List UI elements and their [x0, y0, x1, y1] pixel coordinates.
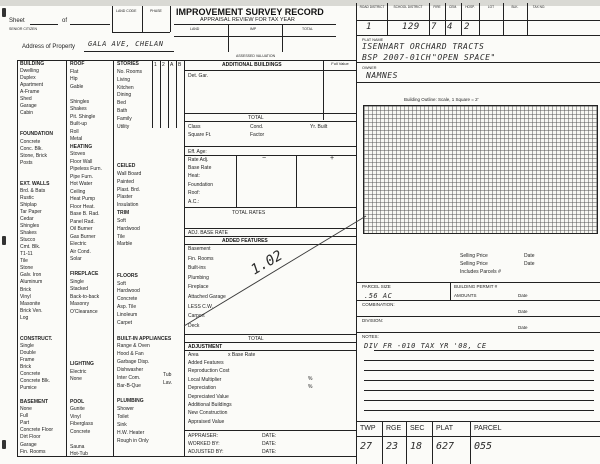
building-column: [20, 61, 66, 456]
notes-label: NOTES:: [362, 334, 379, 339]
phase-label: PHASE: [150, 9, 162, 13]
lav-label: Lav.: [163, 380, 173, 386]
roof-item: Electric: [70, 241, 87, 247]
building-item: Fin. Rooms: [20, 448, 46, 455]
bottom-id-header: PARCEL: [474, 425, 502, 432]
story-grid-header: 1: [154, 62, 157, 68]
tax-id-value: 7: [431, 22, 437, 32]
adjustment-label: ADJUSTMENT: [188, 344, 223, 350]
stories-item: Kitchen: [117, 84, 134, 91]
stories-item: Carpet: [117, 319, 133, 326]
stories-item: Shower: [117, 406, 134, 413]
stories-item: Concrete: [117, 296, 138, 303]
roof-item: LIGHTING: [70, 361, 94, 367]
roof-item: Pipeless Furn.: [70, 166, 102, 172]
stories-item: Hardwood: [117, 288, 140, 295]
roof-item: Pit. Shingle: [70, 113, 96, 120]
features-item: LESS C.W.: [188, 303, 214, 310]
features-item: Plumbing: [188, 274, 209, 281]
stories-item: Marble: [117, 241, 133, 248]
stories-item: Range & Oven: [117, 343, 150, 350]
building-item: A-Frame: [20, 89, 40, 96]
appraiser-label: APPRAISER:: [188, 433, 219, 439]
plat-name-label: PLAT NAME: [362, 38, 384, 42]
adjust-item: Depreciation: [188, 385, 217, 392]
building-item: Single: [20, 342, 34, 349]
open-space-value: "OPEN SPACE": [432, 53, 496, 62]
building-item: Shakes: [20, 230, 37, 237]
stories-item: PLUMBING: [117, 398, 144, 405]
roof-item: Solar: [70, 256, 82, 262]
features-item: Deck: [188, 322, 200, 329]
parcel-size-value: .56 AC: [364, 292, 393, 300]
senior-citizen-label: SENIOR CITIZEN: [9, 27, 38, 31]
roof-column: [70, 61, 113, 459]
roof-item: [70, 354, 113, 362]
building-item: Tile: [20, 258, 28, 265]
building-item: Brick: [20, 286, 32, 293]
roof-item: Built-up: [70, 121, 87, 127]
building-item: FOUNDATION: [20, 131, 53, 138]
stories-item: [117, 139, 184, 147]
roof-item: Gunite: [70, 406, 85, 412]
roof-item: Floor Heat.: [70, 203, 95, 210]
form-title: IMPROVEMENT SURVEY RECORD: [176, 7, 324, 17]
building-item: Concrete: [20, 371, 41, 378]
stories-item: Rough in Only: [117, 437, 149, 444]
building-item: Part: [20, 420, 30, 427]
combination-date-label: Date: [518, 309, 528, 314]
assessed-valuation-label: ASSESSED VALUATION: [236, 54, 276, 58]
tax-id-header: CEM.: [449, 5, 457, 9]
roof-item: Gas Burner: [70, 233, 96, 240]
stories-item: [117, 265, 184, 273]
roof-item: Metal: [70, 136, 83, 142]
roof-item: [70, 331, 113, 339]
building-item: Brick: [20, 364, 32, 371]
depreciation-percent: %: [308, 384, 313, 390]
building-item: None: [20, 406, 32, 413]
imp-value-label: IMP: [250, 27, 257, 31]
tax-id-value: 1: [366, 22, 372, 32]
selling-date-label: Date: [524, 253, 535, 259]
roof-item: [70, 91, 113, 99]
building-item: Concrete Floor: [20, 427, 54, 434]
tub-label: Tub: [163, 372, 172, 378]
bottom-id-value: 055: [474, 441, 493, 452]
binder-hole: [2, 440, 6, 449]
adjust-item: Reproduction Cost: [188, 368, 230, 375]
roof-item: Electric: [70, 368, 87, 375]
stories-item: Dining: [117, 92, 132, 99]
roof-item: Air Cond.: [70, 248, 91, 255]
rates-item: Roof:: [188, 190, 200, 197]
stories-item: Inter Com.: [117, 374, 141, 381]
roof-item: [70, 346, 113, 354]
roof-item: [70, 264, 113, 272]
owner-value: NAMNES: [366, 71, 398, 80]
roof-item: Vinyl: [70, 413, 81, 420]
building-item: Masonite: [20, 300, 41, 307]
amounts-date-label: Date: [518, 293, 528, 298]
stories-item: Bar-B-Que: [117, 382, 141, 389]
stories-item: Plaster: [117, 194, 133, 201]
tax-id-value: 2: [464, 22, 470, 32]
building-item: Stucco: [20, 237, 36, 244]
features-item: Attached Garage: [188, 293, 226, 300]
stories-item: Soft: [117, 280, 126, 287]
address-label: Address of Property: [22, 44, 76, 50]
roof-item: None: [70, 376, 82, 382]
stories-item: Tile: [117, 233, 125, 240]
additional-buildings-label: ADDITIONAL BUILDINGS: [222, 62, 282, 68]
building-item: BASEMENT: [20, 399, 49, 406]
land-value-label: LAND: [190, 27, 200, 31]
full-value-label: Full Value: [331, 61, 349, 66]
roof-item: HEATING: [70, 143, 93, 150]
roof-item: O'Clearance: [70, 308, 98, 315]
binder-hole: [2, 236, 6, 245]
land-code-label: LAND CODE: [116, 9, 137, 13]
adjust-item: Local Multiplier: [188, 376, 222, 383]
adj-base-rate-label: ADJ. BASE RATE: [188, 230, 228, 236]
square-ft-label: Square Ft.: [188, 132, 212, 138]
adjust-item: Additional Buildings: [188, 401, 232, 408]
stories-item: Bed: [117, 100, 126, 107]
building-item: Full: [20, 413, 29, 420]
roof-item: Roll: [70, 128, 79, 135]
roof-item: [70, 384, 113, 392]
building-item: Garage: [20, 103, 37, 110]
building-item: [20, 124, 66, 131]
appraisal-review-label: APPRAISAL REVIEW FOR TAX YEAR: [200, 17, 295, 23]
tax-id-value: 4: [447, 22, 453, 32]
building-item: Dwelling: [20, 68, 39, 75]
roof-item: Flat: [70, 68, 79, 75]
det-gar-label: Det. Gar.: [188, 73, 209, 79]
multiplier-percent: %: [308, 376, 313, 382]
stories-item: Hardwood: [117, 225, 140, 232]
additional-total-label: TOTAL: [248, 115, 264, 121]
building-item: Concrete: [20, 138, 41, 145]
stories-item: [117, 249, 184, 257]
cond-label: Cond.: [250, 124, 264, 130]
handwritten-slash: [180, 210, 370, 330]
bottom-id-value: 627: [436, 441, 455, 452]
bottom-id-value: 27: [360, 441, 373, 452]
outline-scale-label: Building Outline: Scale, 1 Square = 2': [404, 97, 479, 102]
stories-item: No. Rooms: [117, 68, 143, 75]
total-rates-label: TOTAL RATES: [232, 210, 266, 216]
roof-item: Hip: [70, 76, 78, 82]
building-item: Garage: [20, 441, 37, 448]
notes-value: DIV FR -010 TAX YR '08, CE: [364, 342, 487, 350]
building-item: Cmt. Blk.: [20, 244, 41, 251]
roof-item: POOL: [70, 398, 85, 405]
building-item: Aluminum: [20, 279, 43, 286]
features-total-label: TOTAL: [248, 336, 264, 342]
roof-item: Hot Water: [70, 181, 93, 187]
worked-date-label: DATE:: [262, 441, 277, 447]
stories-item: Utility: [117, 123, 130, 130]
stories-item: Family: [117, 115, 132, 122]
stories-item: [117, 132, 184, 140]
rates-column: [188, 164, 236, 206]
roof-item: Back-to-back: [70, 293, 100, 300]
eff-age-label: Eff. Age:: [188, 149, 207, 155]
roof-item: FIREPLACE: [70, 271, 99, 277]
features-item: Basement: [188, 246, 211, 252]
stories-item: Garbage Disp.: [117, 359, 150, 366]
adjust-item: Depreciated Value: [188, 393, 229, 400]
features-item: Built-ins: [188, 265, 206, 272]
worked-by-label: WORKED BY:: [188, 441, 220, 447]
stories-item: [117, 147, 184, 155]
building-item: Shed: [20, 96, 32, 103]
building-item: [20, 174, 66, 181]
building-item: Log: [20, 314, 29, 321]
parcel-size-label: PARCEL SIZE: [362, 284, 391, 289]
adjust-item: New Construction: [188, 410, 228, 417]
tax-id-header: SCHOOL DISTRICT: [393, 5, 423, 9]
roof-item: Panel Rad.: [70, 218, 95, 225]
total-value-label: TOTAL: [302, 27, 313, 31]
stories-item: Linoleum: [117, 312, 138, 318]
stories-item: Toilet: [117, 413, 129, 420]
rates-item: Base Rate: [188, 165, 212, 171]
stories-item: Plast. Brd.: [117, 186, 141, 193]
building-item: Shiplap: [20, 201, 37, 208]
building-permit-label: BUILDING PERMIT #: [454, 284, 498, 289]
stories-column: [117, 61, 184, 445]
tax-id-value: 129: [402, 22, 420, 32]
rate-adj-label: Rate Adj.: [188, 157, 209, 163]
bottom-id-header: TWP: [360, 425, 376, 432]
yr-built-label: Yr. Built: [310, 124, 328, 130]
roof-item: Sauna: [70, 443, 85, 450]
x-base-rate-label: x Base Rate: [228, 352, 256, 358]
plat-name-value: ISENHART ORCHARD TRACTS: [362, 42, 485, 51]
division-date-label: Date: [518, 325, 528, 330]
building-item: Cabin: [20, 110, 34, 117]
building-item: Apartment: [20, 82, 44, 89]
building-item: Stone: [20, 265, 34, 272]
stories-item: TRIM: [117, 210, 130, 217]
stories-item: [117, 257, 184, 265]
stories-item: STORIES: [117, 61, 139, 67]
bottom-id-header: PLAT: [436, 425, 453, 432]
stories-item: Bath: [117, 108, 128, 115]
factor-label: Factor: [250, 132, 265, 138]
building-item: BUILDING: [20, 61, 45, 67]
stories-item: Living: [117, 76, 131, 83]
building-item: Pumice: [20, 385, 37, 392]
building-outline-grid: [363, 105, 598, 234]
building-item: Concrete Blk.: [20, 378, 51, 385]
roof-item: Single: [70, 278, 84, 285]
minus-label: −: [262, 155, 267, 162]
stories-item: [117, 155, 184, 163]
building-item: Brick Ven.: [20, 307, 43, 314]
selling-price-label: Selling Price: [460, 253, 488, 259]
tax-id-header: ROAD DISTRICT: [359, 5, 385, 9]
building-item: Tar Paper: [20, 208, 42, 215]
stories-item: Wall Board: [117, 170, 142, 177]
roof-item: Gable: [70, 83, 84, 90]
roof-item: Pipe Furn.: [70, 173, 94, 180]
owner-label: OWNER: [362, 66, 377, 70]
plus-label: +: [330, 155, 335, 162]
address-value: GALA AVE, CHELAN: [88, 40, 164, 48]
building-item: Rustic: [20, 194, 34, 201]
roof-item: Floor Wall: [70, 158, 93, 165]
roof-item: [70, 339, 113, 347]
stories-item: Asp. Tile: [117, 304, 137, 311]
stories-item: [117, 328, 184, 336]
class-label: Class: [188, 124, 201, 130]
building-item: CONSTRUCT.: [20, 335, 53, 342]
stories-item: Soft: [117, 217, 126, 224]
roof-item: Fiberglass: [70, 421, 94, 427]
building-item: Brd. & Bats: [20, 187, 46, 194]
roof-item: Oil Burner: [70, 226, 93, 232]
of-label: of: [62, 18, 68, 24]
building-item: Double: [20, 349, 36, 356]
binder-hole: [2, 8, 6, 17]
tax-id-header: BLK.: [511, 5, 519, 9]
building-item: Conc. Blk.: [20, 145, 43, 152]
features-item: Fin. Rooms: [188, 255, 214, 262]
rates-item: Foundation: [188, 181, 214, 188]
tax-id-header: HOSP.: [465, 5, 475, 9]
building-item: [20, 322, 66, 329]
roof-item: [70, 324, 113, 332]
adjusted-by-label: ADJUSTED BY:: [188, 449, 224, 455]
handwritten-note: 1.02: [248, 247, 286, 279]
building-item: Cedar: [20, 216, 34, 223]
story-grid-header: A: [170, 62, 174, 68]
roof-item: Heat Pump: [70, 196, 96, 202]
building-item: Posts: [20, 159, 33, 166]
amounts-label: AMOUNTS: [454, 293, 477, 298]
building-item: T1-11: [20, 251, 33, 258]
appraiser-date-label: DATE:: [262, 433, 277, 439]
story-grid-header: B: [178, 62, 182, 68]
building-item: Stone, Brick: [20, 152, 47, 159]
bottom-id-value: 18: [410, 441, 423, 452]
sheet-label: Sheet: [9, 18, 25, 24]
added-features-label: ADDED FEATURES: [222, 238, 268, 244]
tax-id-header: TAX NO.: [532, 5, 546, 9]
rates-item: A.C.:: [188, 198, 200, 205]
building-item: Vinyl: [20, 293, 31, 300]
adjust-item: Appraised Value: [188, 418, 225, 425]
roof-item: [70, 391, 113, 399]
building-item: [20, 329, 66, 336]
stories-item: H.W. Heater: [117, 429, 145, 436]
combination-label: COMBINATION:: [362, 302, 395, 307]
roof-item: [70, 316, 113, 324]
building-item: Frame: [20, 356, 35, 363]
stories-item: CEILED: [117, 162, 136, 169]
roof-item: Shingles: [70, 98, 90, 105]
selling-price-label-2: Selling Price: [460, 261, 488, 267]
division-label: DIVISION:: [362, 318, 384, 323]
includes-parcels-label: Includes Parcels #: [460, 269, 501, 275]
roof-item: Ceiling: [70, 188, 86, 195]
adjust-item: Added Features: [188, 360, 224, 366]
features-item: Carport: [188, 313, 205, 320]
roof-item: Base B. Rad.: [70, 211, 100, 217]
building-item: Galv. Iron: [20, 272, 42, 279]
building-item: [20, 167, 66, 174]
stories-item: Dishwasher: [117, 366, 144, 373]
roof-item: Stacked: [70, 286, 89, 292]
building-item: Duplex: [20, 75, 36, 82]
selling-date-label-2: Date: [524, 261, 535, 267]
roof-item: ROOF: [70, 61, 85, 67]
stories-item: Painted: [117, 178, 134, 185]
tax-id-header: LOT: [487, 5, 495, 9]
roof-item: Hot-Tub: [70, 451, 88, 457]
stories-item: Sink: [117, 421, 127, 428]
area-label: Area: [188, 352, 199, 358]
adjust-column: [188, 359, 268, 426]
stories-item: FLOORS: [117, 272, 138, 279]
building-item: [20, 392, 66, 399]
roof-item: Concrete: [70, 428, 91, 435]
rates-item: Heat:: [188, 173, 200, 180]
bottom-id-header: SEC: [410, 425, 425, 432]
tax-id-header: FIRE: [433, 5, 441, 9]
roof-item: Shakes: [70, 106, 87, 112]
stories-item: Insulation: [117, 202, 139, 209]
roof-item: [70, 436, 113, 444]
story-grid-header: 2: [162, 62, 165, 68]
roof-item: Stoves: [70, 151, 86, 157]
stories-item: BUILT-IN APPLIANCES: [117, 335, 172, 342]
bottom-id-value: 23: [386, 441, 399, 452]
stories-item: [117, 390, 184, 398]
building-item: EXT. WALLS: [20, 180, 50, 187]
stories-item: Hood & Fan: [117, 351, 144, 358]
building-item: [20, 117, 66, 124]
building-item: Dirt Floor: [20, 434, 41, 441]
roof-item: Masonry: [70, 301, 90, 307]
adjusted-date-label: DATE:: [262, 449, 277, 455]
building-item: Shingles: [20, 223, 40, 230]
bottom-id-header: RGE: [386, 425, 402, 432]
features-item: Fireplace: [188, 284, 209, 291]
bsp-value: BSP 2007-01CH: [362, 53, 432, 62]
